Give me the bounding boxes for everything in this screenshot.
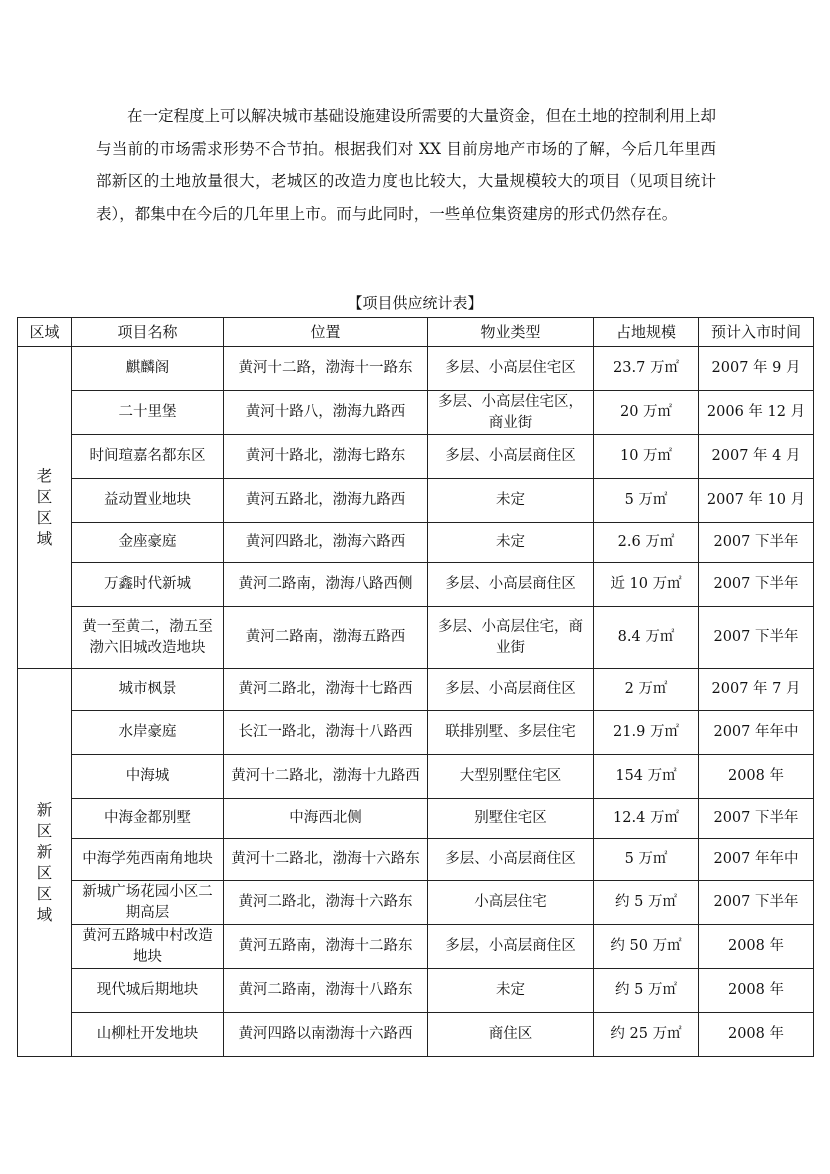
land-area-cell: 约 5 万㎡ — [594, 969, 699, 1013]
header-project-name: 项目名称 — [72, 318, 224, 347]
table-row — [18, 479, 814, 523]
property-type-cell: 别墅住宅区 — [428, 799, 594, 839]
launch-time-cell: 2007 下半年 — [699, 563, 814, 607]
land-area-cell: 21.9 万㎡ — [594, 711, 699, 755]
launch-time-cell: 2007 年 10 月 — [699, 479, 814, 523]
location-cell: 黄河十路八，渤海九路西 — [224, 391, 428, 435]
land-area-cell: 近 10 万㎡ — [594, 563, 699, 607]
launch-time-cell: 2006 年 12 月 — [699, 391, 814, 435]
location-cell: 黄河十二路，渤海十一路东 — [224, 347, 428, 391]
project-name-cell: 山柳杜开发地块 — [72, 1013, 224, 1057]
table-row — [18, 347, 814, 391]
project-name-cell: 时间瑄嘉名都东区 — [72, 435, 224, 479]
launch-time-cell: 2008 年 — [699, 969, 814, 1013]
project-name-cell: 万鑫时代新城 — [72, 563, 224, 607]
land-area-cell: 8.4 万㎡ — [594, 607, 699, 669]
table-row — [18, 523, 814, 563]
property-type-cell: 多层、小高层商住区 — [428, 839, 594, 881]
land-area-cell: 12.4 万㎡ — [594, 799, 699, 839]
property-type-cell: 未定 — [428, 523, 594, 563]
launch-time-cell: 2007 下半年 — [699, 607, 814, 669]
property-type-cell: 联排别墅、多层住宅 — [428, 711, 594, 755]
property-type-cell: 小高层住宅 — [428, 881, 594, 925]
property-type-cell: 商住区 — [428, 1013, 594, 1057]
table-row — [18, 391, 814, 435]
land-area-cell: 23.7 万㎡ — [594, 347, 699, 391]
project-name-cell: 金座豪庭 — [72, 523, 224, 563]
project-name-cell: 黄一至黄二，渤五至渤六旧城改造地块 — [72, 607, 224, 669]
location-cell: 黄河二路南，渤海十八路东 — [224, 969, 428, 1013]
property-type-cell: 多层、小高层住宅区，商业街 — [428, 391, 594, 435]
project-name-cell: 现代城后期地块 — [72, 969, 224, 1013]
table-row — [18, 881, 814, 925]
project-name-cell: 中海城 — [72, 755, 224, 799]
land-area-cell: 2 万㎡ — [594, 669, 699, 711]
header-land-area: 占地规模 — [594, 318, 699, 347]
location-cell: 中海西北侧 — [224, 799, 428, 839]
location-cell: 黄河二路南，渤海五路西 — [224, 607, 428, 669]
table-row — [18, 839, 814, 881]
land-area-cell: 10 万㎡ — [594, 435, 699, 479]
table-row — [18, 1013, 814, 1057]
location-cell: 黄河二路南，渤海八路西侧 — [224, 563, 428, 607]
property-type-cell: 大型别墅住宅区 — [428, 755, 594, 799]
header-launch-time: 预计入市时间 — [699, 318, 814, 347]
table-row — [18, 607, 814, 669]
launch-time-cell: 2007 年 7 月 — [699, 669, 814, 711]
land-area-cell: 约 25 万㎡ — [594, 1013, 699, 1057]
project-name-cell: 益动置业地块 — [72, 479, 224, 523]
project-name-cell: 新城广场花园小区二期高层 — [72, 881, 224, 925]
table-row — [18, 711, 814, 755]
table-caption: 【项目供应统计表】 — [347, 294, 483, 312]
header-region: 区域 — [18, 318, 72, 347]
location-cell: 黄河二路北，渤海十七路西 — [224, 669, 428, 711]
location-cell: 黄河二路北，渤海十六路东 — [224, 881, 428, 925]
region-cell: 新区新区区域 — [18, 669, 72, 1057]
location-cell: 黄河五路北，渤海九路西 — [224, 479, 428, 523]
table-row — [18, 969, 814, 1013]
launch-time-cell: 2007 年 4 月 — [699, 435, 814, 479]
launch-time-cell: 2008 年 — [699, 755, 814, 799]
property-type-cell: 多层、小高层住宅区 — [428, 347, 594, 391]
land-area-cell: 5 万㎡ — [594, 479, 699, 523]
project-name-cell: 水岸豪庭 — [72, 711, 224, 755]
project-name-cell: 麒麟阁 — [72, 347, 224, 391]
project-supply-table — [17, 317, 814, 1057]
table-row — [18, 669, 814, 711]
location-cell: 黄河五路南，渤海十二路东 — [224, 925, 428, 969]
property-type-cell: 多层、小高层住宅，商业街 — [428, 607, 594, 669]
table-header-row — [18, 318, 814, 347]
launch-time-cell: 2007 年 9 月 — [699, 347, 814, 391]
table-row — [18, 435, 814, 479]
location-cell: 黄河十二路北，渤海十六路东 — [224, 839, 428, 881]
project-name-cell: 二十里堡 — [72, 391, 224, 435]
launch-time-cell: 2007 年年中 — [699, 711, 814, 755]
project-name-cell: 中海学苑西南角地块 — [72, 839, 224, 881]
launch-time-cell: 2007 下半年 — [699, 799, 814, 839]
land-area-cell: 2.6 万㎡ — [594, 523, 699, 563]
property-type-cell: 多层、小高层商住区 — [428, 563, 594, 607]
location-cell: 黄河十路北，渤海七路东 — [224, 435, 428, 479]
launch-time-cell: 2007 年年中 — [699, 839, 814, 881]
intro-paragraph: 在一定程度上可以解决城市基础设施建设所需要的大量资金，但在土地的控制利用上却与当前的市场需求形势不合节拍。根据我们对 XX 目前房地产市场的了解，今后几年里西部新区的土地放量很大，老城区的改造力度也比较大，大量规模较大的项目（见项目统计表），都集中在今后的几年里上市。而与此同时，一些单位集资建房的形式仍然存在。 — [96, 107, 717, 223]
header-location: 位置 — [224, 318, 428, 347]
location-cell: 黄河十二路北，渤海十九路西 — [224, 755, 428, 799]
location-cell: 长江一路北，渤海十八路西 — [224, 711, 428, 755]
property-type-cell: 未定 — [428, 479, 594, 523]
property-type-cell: 多层、小高层商住区 — [428, 669, 594, 711]
launch-time-cell: 2007 下半年 — [699, 523, 814, 563]
land-area-cell: 约 50 万㎡ — [594, 925, 699, 969]
launch-time-cell: 2008 年 — [699, 1013, 814, 1057]
project-name-cell: 黄河五路城中村改造地块 — [72, 925, 224, 969]
property-type-cell: 多层、小高层商住区 — [428, 435, 594, 479]
table-row — [18, 799, 814, 839]
location-cell: 黄河四路以南渤海十六路西 — [224, 1013, 428, 1057]
land-area-cell: 5 万㎡ — [594, 839, 699, 881]
property-type-cell: 未定 — [428, 969, 594, 1013]
table-row — [18, 563, 814, 607]
header-property-type: 物业类型 — [428, 318, 594, 347]
table-row — [18, 755, 814, 799]
table-row — [18, 925, 814, 969]
launch-time-cell: 2007 下半年 — [699, 881, 814, 925]
launch-time-cell: 2008 年 — [699, 925, 814, 969]
property-type-cell: 多层，小高层商住区 — [428, 925, 594, 969]
land-area-cell: 154 万㎡ — [594, 755, 699, 799]
region-cell: 老区区域 — [18, 347, 72, 669]
location-cell: 黄河四路北，渤海六路西 — [224, 523, 428, 563]
project-name-cell: 中海金都别墅 — [72, 799, 224, 839]
project-name-cell: 城市枫景 — [72, 669, 224, 711]
land-area-cell: 约 5 万㎡ — [594, 881, 699, 925]
land-area-cell: 20 万㎡ — [594, 391, 699, 435]
